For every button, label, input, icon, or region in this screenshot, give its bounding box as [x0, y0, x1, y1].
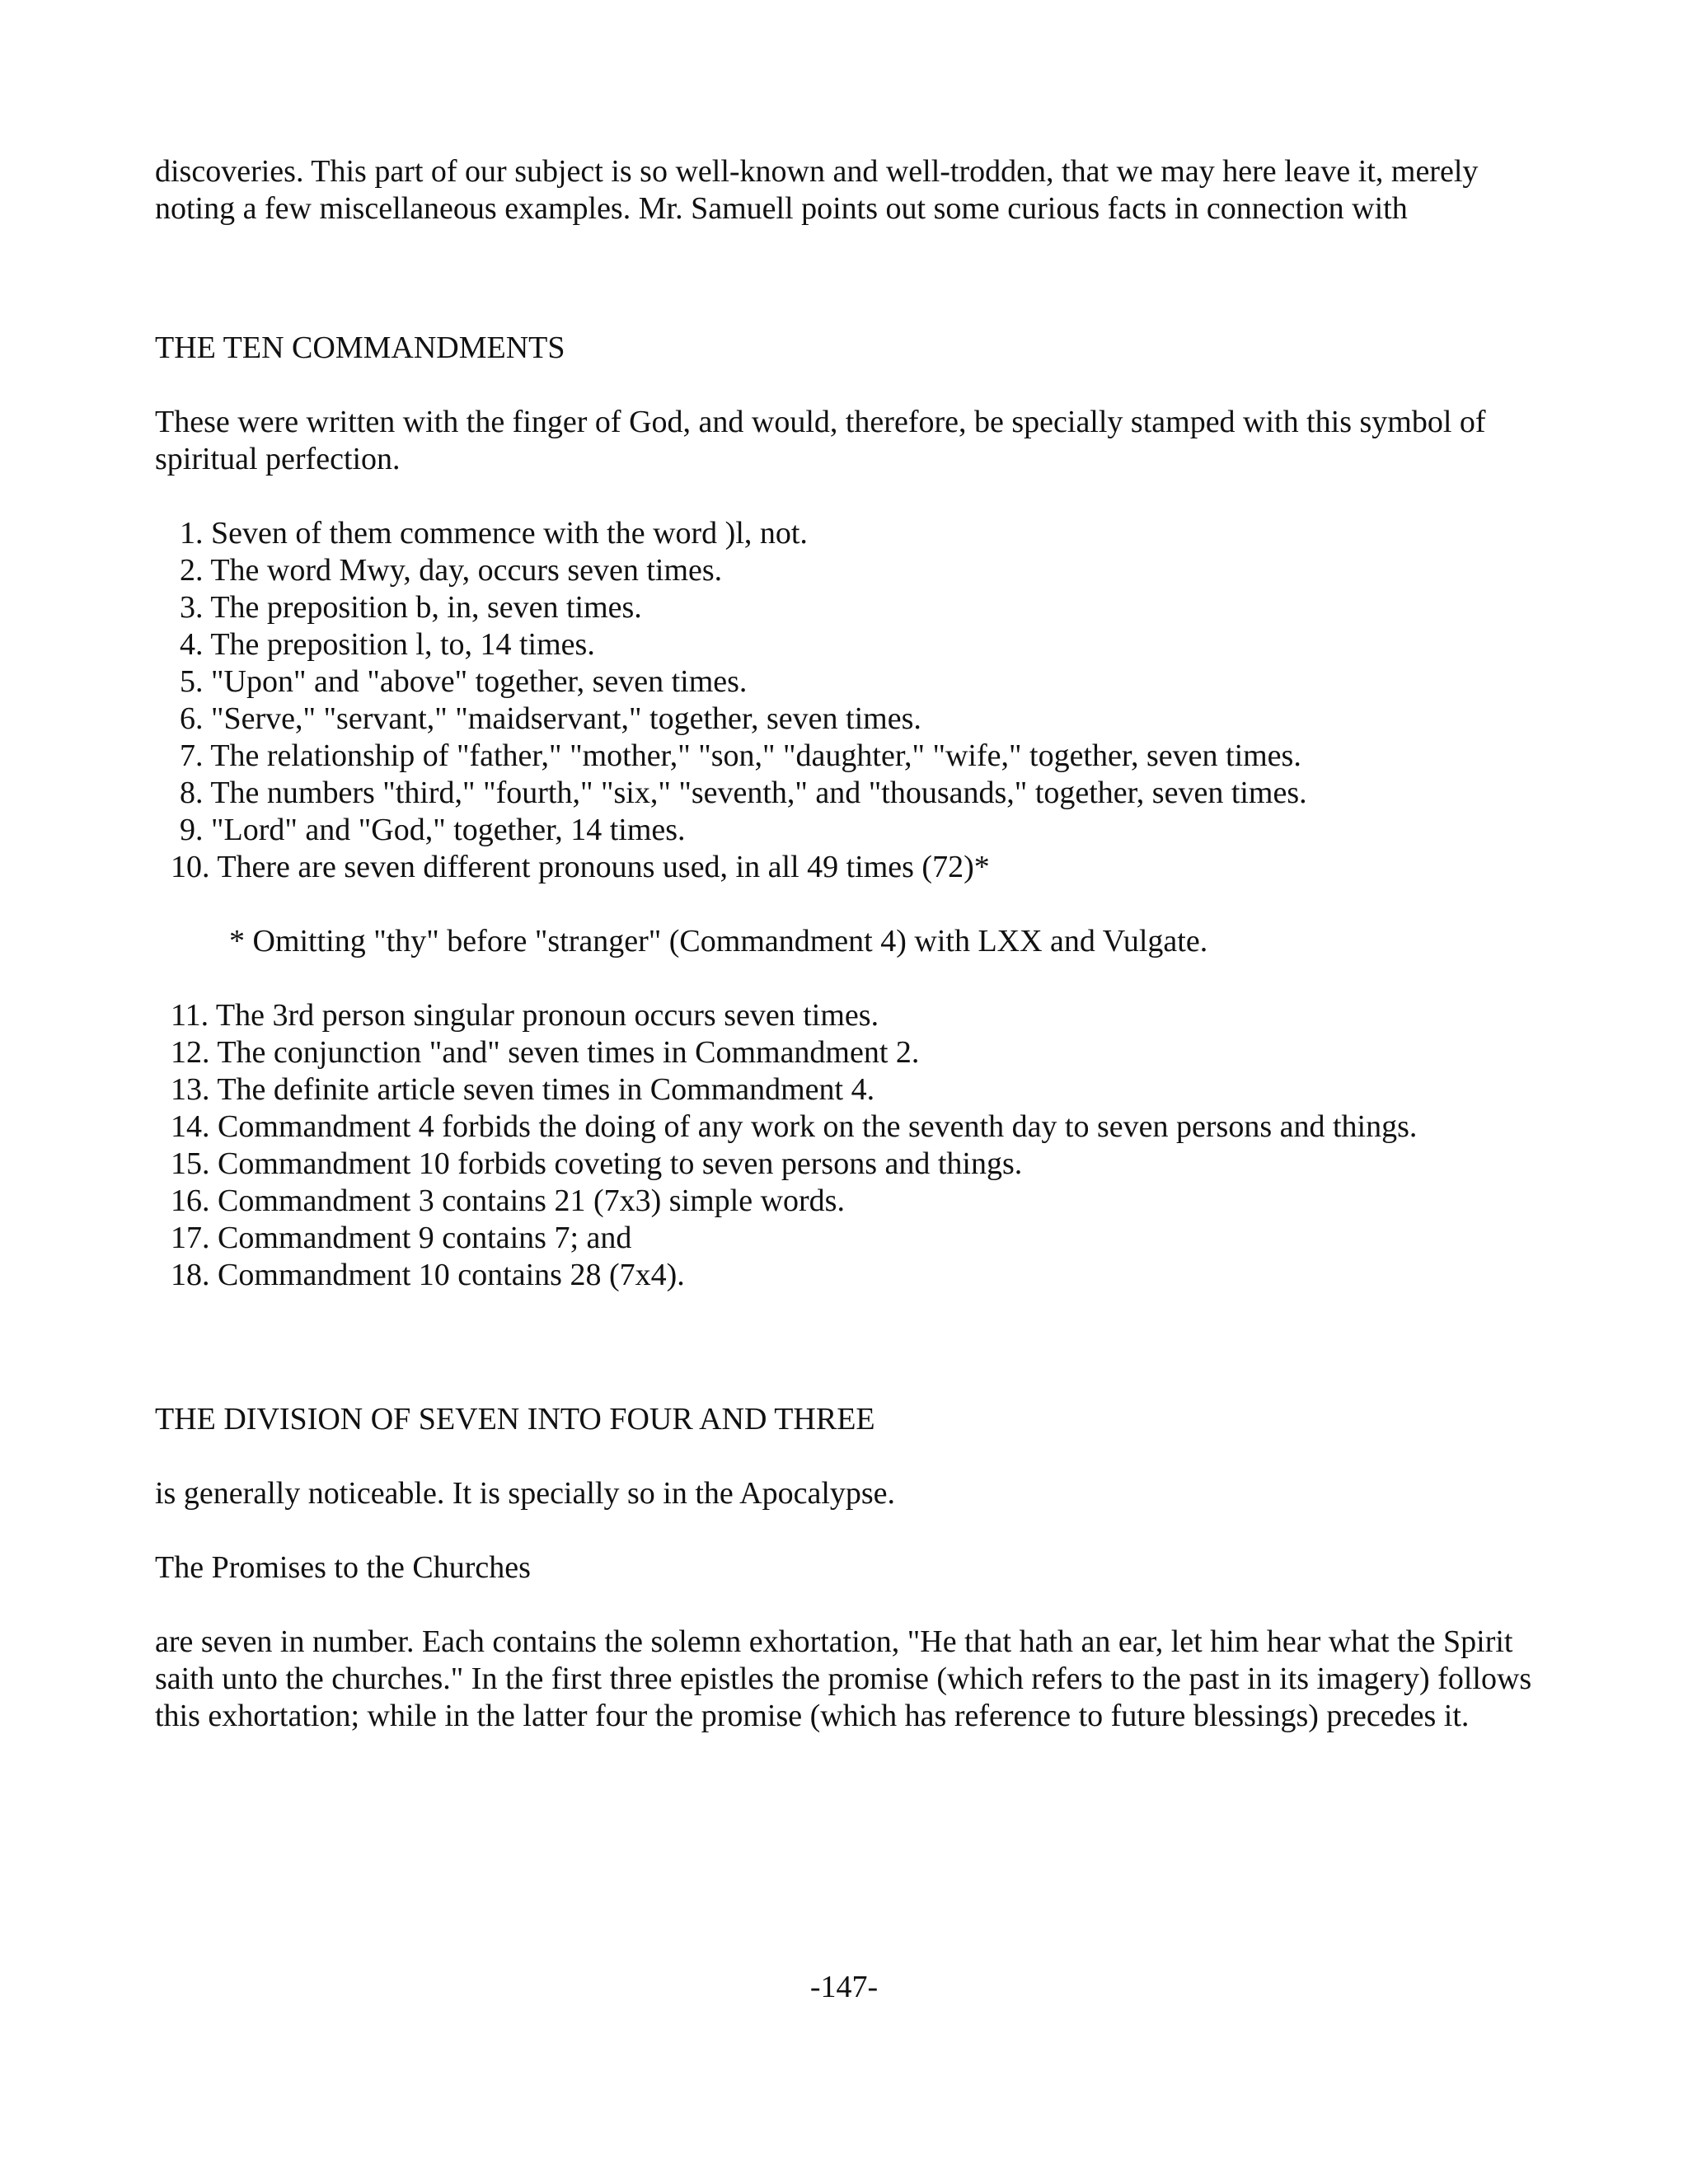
list-item: 10. There are seven different pronouns used, in all 49 times (72)*	[171, 850, 990, 884]
section-heading-ten-commandments: THE TEN COMMANDMENTS	[155, 330, 565, 365]
list-item: 6. "Serve," "servant," "maidservant," together, seven times.	[180, 701, 921, 736]
page-number: -147-	[809, 1970, 879, 2004]
list-item: 4. The preposition l, to, 14 times.	[180, 627, 595, 662]
intro-paragraph: discoveries. This part of our subject is so well-known and well-trodden, that we may here leave it, merely noting a few miscellaneous examples. Mr. Samuell points out some curious facts in connection with	[155, 154, 1479, 226]
section1-paragraph: These were written with the finger of God, and would, therefore, be specially stamped with this symbol of spiritual perfection.	[155, 405, 1486, 476]
section2-line: is generally noticeable. It is specially so in the Apocalypse.	[155, 1476, 896, 1511]
list-item: 5. "Upon" and "above" together, seven times.	[180, 664, 748, 699]
list-item: 18. Commandment 10 contains 28 (7x4).	[171, 1258, 685, 1292]
commandments-list-b	[155, 997, 1540, 1294]
list-item: 3. The preposition b, in, seven times.	[180, 590, 642, 625]
list-item: 13. The definite article seven times in Commandment 4.	[171, 1072, 875, 1107]
section2-paragraph: are seven in number. Each contains the solemn exhortation, "He that hath an ear, let him hear what the Spirit saith unto the churches." In the first three epistles the promise (which refers to the past in its imagery) follows this exhortation; while in the latter four the promise (which has reference to future blessings) precedes it.	[155, 1624, 1532, 1733]
list-item: 11. The 3rd person singular pronoun occurs seven times.	[171, 998, 879, 1033]
commandments-list-a	[155, 515, 1540, 886]
footnote: * Omitting "thy" before "stranger" (Commandment 4) with LXX and Vulgate.	[229, 924, 1208, 958]
list-item: 14. Commandment 4 forbids the doing of any work on the seventh day to seven persons and things.	[171, 1109, 1418, 1144]
list-item: 9. "Lord" and "God," together, 14 times.	[180, 813, 686, 847]
section-heading-division-of-seven: THE DIVISION OF SEVEN INTO FOUR AND THREE	[155, 1402, 875, 1436]
list-item: 16. Commandment 3 contains 21 (7x3) simple words.	[171, 1183, 845, 1218]
page-content	[155, 153, 1540, 1735]
list-item: 7. The relationship of "father," "mother," "son," "daughter," "wife," together, seven times.	[180, 738, 1301, 773]
list-item: 1. Seven of them commence with the word )l, not.	[180, 516, 808, 551]
list-item: 2. The word Mwy, day, occurs seven times.	[180, 553, 723, 588]
section2-subheading: The Promises to the Churches	[155, 1550, 531, 1585]
list-item: 12. The conjunction "and" seven times in Commandment 2.	[171, 1035, 920, 1070]
list-item: 15. Commandment 10 forbids coveting to seven persons and things.	[171, 1146, 1023, 1181]
list-item: 17. Commandment 9 contains 7; and	[171, 1221, 632, 1255]
list-item: 8. The numbers "third," "fourth," "six," "seventh," and "thousands," together, seven times.	[180, 776, 1307, 810]
